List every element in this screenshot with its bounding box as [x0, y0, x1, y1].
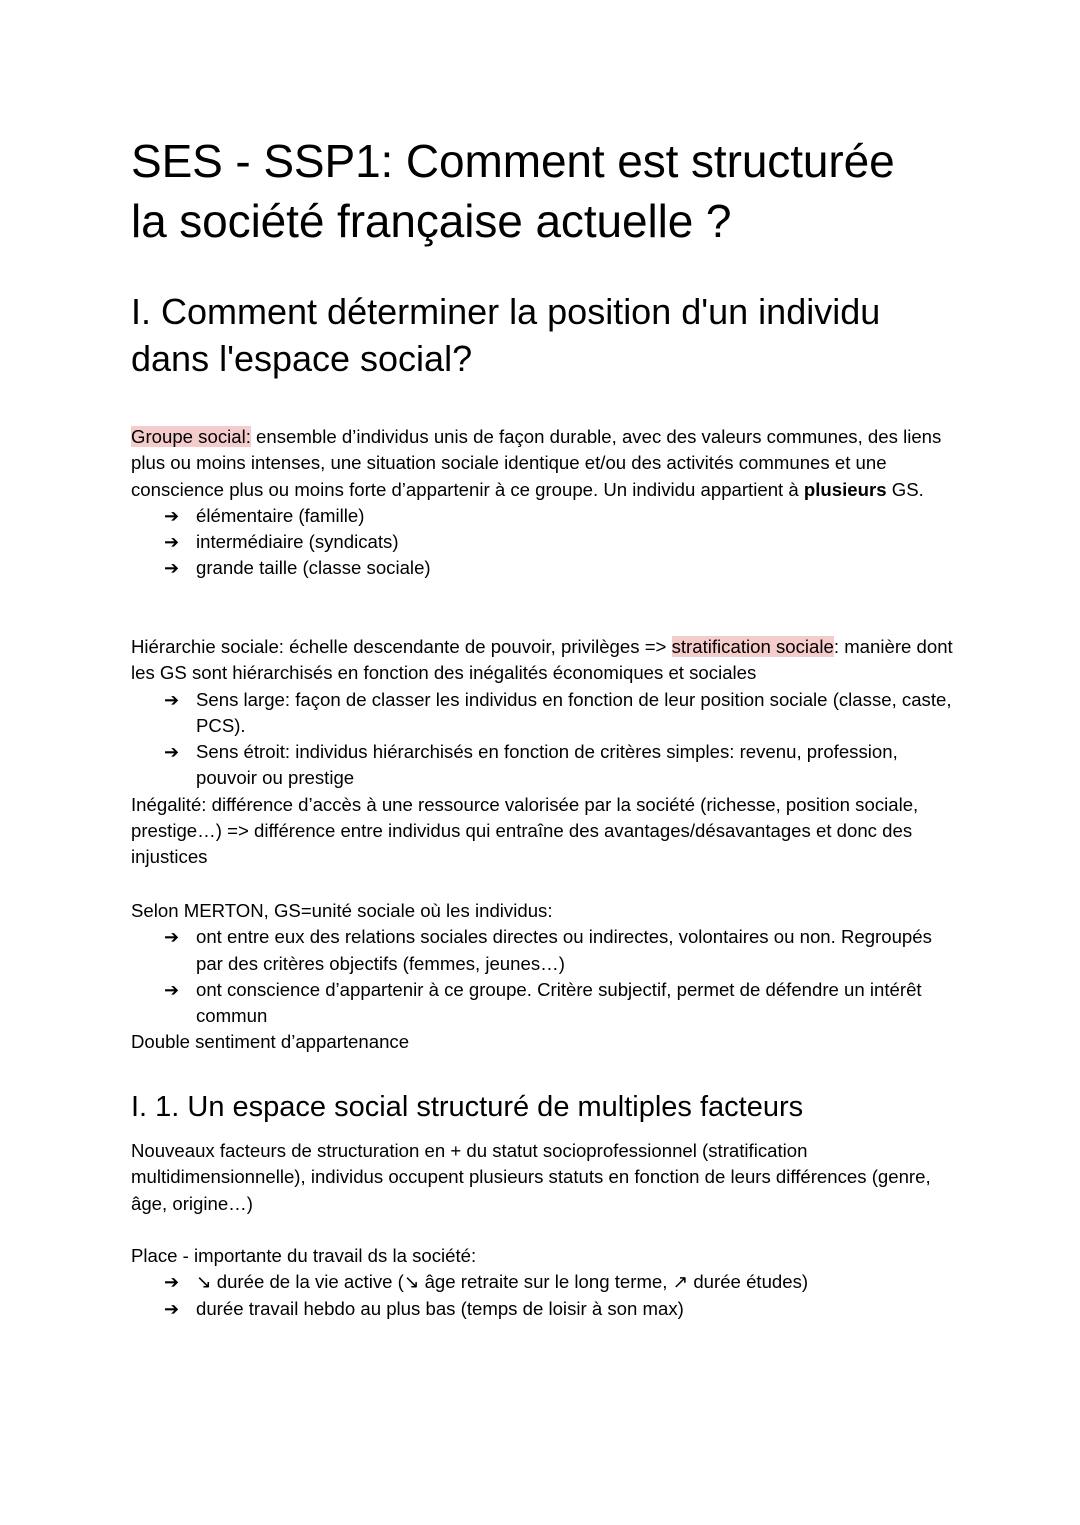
merton-list	[131, 924, 961, 1029]
list-item: ➔ Sens étroit: individus hiérarchisés en fonction de critères simples: revenu, profession, pouvoir ou prestige	[164, 741, 898, 789]
groupe-social-text: ensemble d’individus unis de façon durable, avec des valeurs communes, des liens plus ou moins intenses, une situation sociale identique et/ou des activités communes et une conscience plus ou moins forte d’appartenir à ce groupe. Un individu appartient à	[131, 426, 942, 500]
list-item: ➔ élémentaire (famille)	[196, 503, 961, 529]
arrow-bullet-icon: ➔	[164, 505, 180, 526]
merton-conclusion: Double sentiment d’appartenance	[131, 1031, 410, 1053]
title-line-1: SES - SSP1: Comment est structurée	[131, 135, 895, 187]
arrow-bullet-icon: ➔	[164, 1298, 180, 1319]
merton-block	[131, 898, 961, 1056]
groupe-social-tail: GS.	[886, 478, 924, 500]
groupe-social-term-highlight: Groupe social:	[131, 426, 251, 447]
place-travail-block	[131, 1243, 961, 1322]
arrow-bullet-icon: ➔	[164, 689, 180, 710]
document-title	[131, 131, 961, 251]
hierarchie-list	[131, 687, 961, 792]
hierarchie-definition: Hiérarchie sociale: échelle descendante de pouvoir, privilèges => stratification sociale: manière dont les GS sont hiérarchisés en fonction des inégalités économiques et sociales	[131, 636, 953, 684]
section-1-1-paragraph-block	[131, 1138, 961, 1217]
groupe-social-block	[131, 424, 961, 582]
arrow-bullet-icon: ➔	[164, 927, 180, 948]
place-travail-lead: Place - importante du travail ds la société:	[131, 1245, 477, 1266]
list-item: ➔ Sens large: façon de classer les individus en fonction de leur position sociale (classe, caste, PCS).	[164, 688, 952, 736]
list-item: ➔ ont conscience d’appartenir à ce groupe. Critère subjectif, permet de défendre un intérêt commun	[164, 978, 922, 1027]
section-1-heading	[131, 288, 961, 382]
merton-lead: Selon MERTON, GS=unité sociale où les individus:	[131, 900, 553, 921]
list-item: ➔ ↘ durée de la vie active (↘ âge retraite sur le long terme, ↗ durée études)	[196, 1269, 961, 1295]
hierarchie-block	[131, 634, 961, 871]
inegalite-definition: Inégalité: différence d’accès à une ressource valorisée par la société (richesse, position sociale, prestige…) => différence entre individus qui entraîne des avantages/désavantages et donc des injustices	[131, 793, 919, 868]
list-item: ➔ grande taille (classe sociale)	[196, 555, 961, 581]
arrow-bullet-icon: ➔	[164, 742, 180, 763]
list-item: ➔ intermédiaire (syndicats)	[196, 529, 961, 555]
groupe-social-list	[131, 503, 961, 582]
groupe-social-definition	[131, 424, 961, 503]
list-item: ➔ ont entre eux des relations sociales directes ou indirectes, volontaires ou non. Regroupés par des critères objectifs (femmes, jeunes…)	[164, 926, 932, 974]
section-1-heading-line-1: I. Comment déterminer la position d'un individu	[131, 291, 881, 332]
arrow-bullet-icon: ➔	[164, 532, 180, 553]
plusieurs-bold: plusieurs	[803, 478, 887, 500]
title-line-2: la société française actuelle ?	[131, 195, 732, 247]
arrow-bullet-icon: ➔	[164, 1272, 180, 1293]
section-1-heading-line-2: dans l'espace social?	[131, 338, 473, 379]
arrow-bullet-icon: ➔	[164, 979, 180, 1000]
arrow-bullet-icon: ➔	[164, 558, 180, 579]
section-1-1-paragraph: Nouveaux facteurs de structuration en + du statut socioprofessionnel (stratification multidimensionnelle), individus occupent plusieurs statuts en fonction de leurs différences (genre, âge, origine…)	[131, 1140, 931, 1214]
list-item: ➔ durée travail hebdo au plus bas (temps de loisir à son max)	[196, 1296, 961, 1322]
section-1-1-heading: I. 1. Un espace social structuré de multiples facteurs	[131, 1091, 804, 1123]
stratification-highlight: stratification sociale	[671, 636, 834, 657]
place-travail-list	[131, 1269, 961, 1322]
